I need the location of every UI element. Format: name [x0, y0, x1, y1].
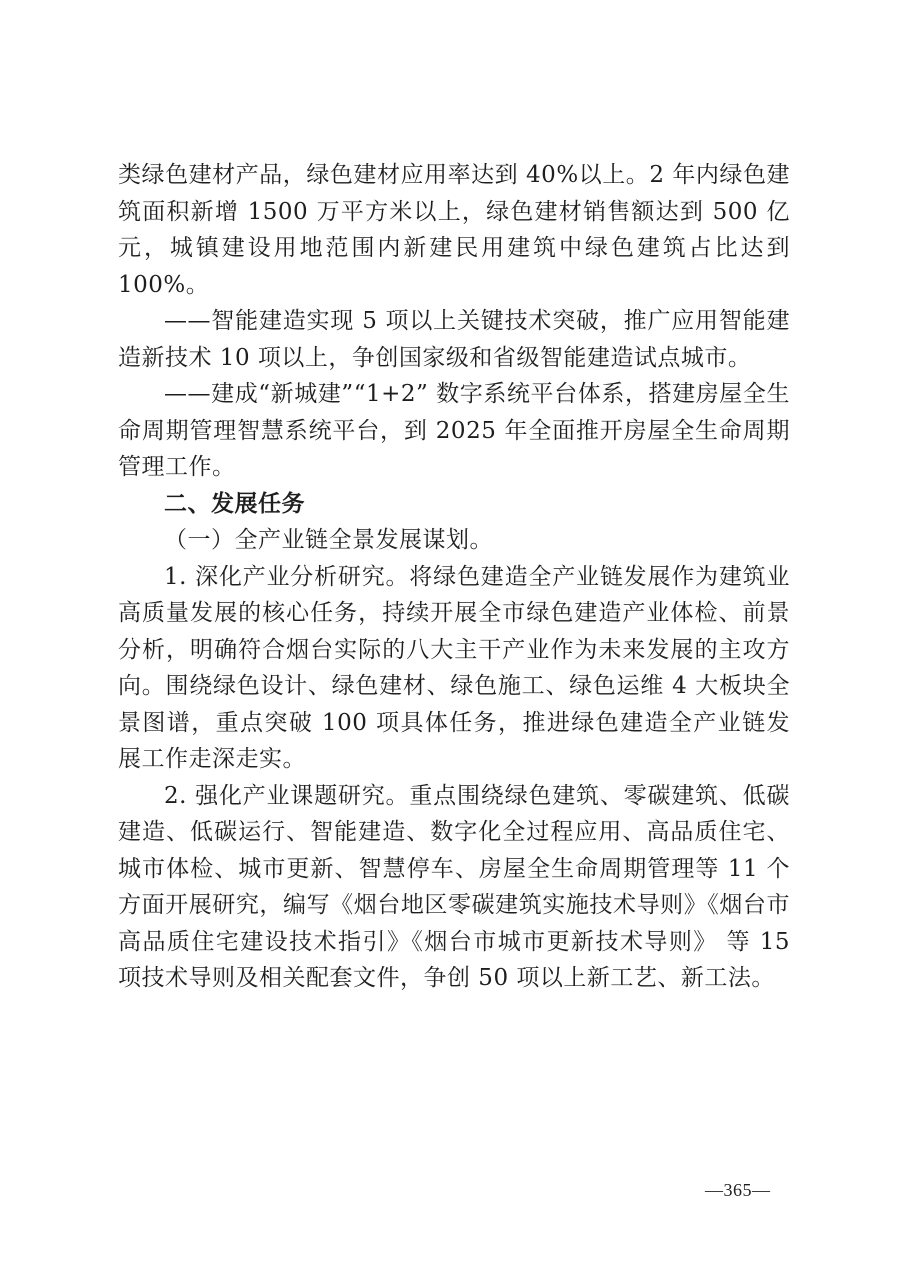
goal-smart-construction: ——智能建造实现 5 项以上关键技术突破，推广应用智能建造新技术 10 项以上，争创国家级和省级智能建造试点城市。: [118, 308, 790, 371]
section-heading: 二、发展任务: [164, 490, 305, 517]
body-text: [118, 157, 790, 997]
task-item-1: 1. 深化产业分析研究。将绿色建造全产业链发展作为建筑业高质量发展的核心任务，持续开展全市绿色建造产业体检、前景分析，明确符合烟台实际的八大主干产业作为未来发展的主攻方向。围绕绿色设计、绿色建材、绿色施工、绿色运维 4 大板块全景图谱，重点突破 100 项具体任务，推进绿色建造全产业链发展工作走深走实。: [118, 563, 790, 772]
continued-paragraph: 类绿色建材产品，绿色建材应用率达到 40%以上。2 年内绿色建筑面积新增 1500 万平方米以上，绿色建材销售额达到 500 亿元，城镇建设用地范围内新建民用建筑中绿色建筑占比达到 100%。: [118, 162, 790, 298]
page-number: —365—: [705, 1180, 771, 1200]
task-item-2: 2. 强化产业课题研究。重点围绕绿色建筑、零碳建筑、低碳建造、低碳运行、智能建造、数字化全过程应用、高品质住宅、城市体检、城市更新、智慧停车、房屋全生命周期管理等 11 个方面开展研究，编写《烟台地区零碳建筑实施技术导则》《烟台市高品质住宅建设技术指引》《烟台市城市更新技术导则》 等 15 项技术导则及相关配套文件，争创 50 项以上新工艺、新工法。: [118, 782, 790, 991]
subsection-heading: （一）全产业链全景发展谋划。: [164, 527, 493, 553]
goal-digital-platform: ——建成“新城建”“1+2” 数字系统平台体系，搭建房屋全生命周期管理智慧系统平台，到 2025 年全面推开房屋全生命周期管理工作。: [118, 381, 790, 480]
